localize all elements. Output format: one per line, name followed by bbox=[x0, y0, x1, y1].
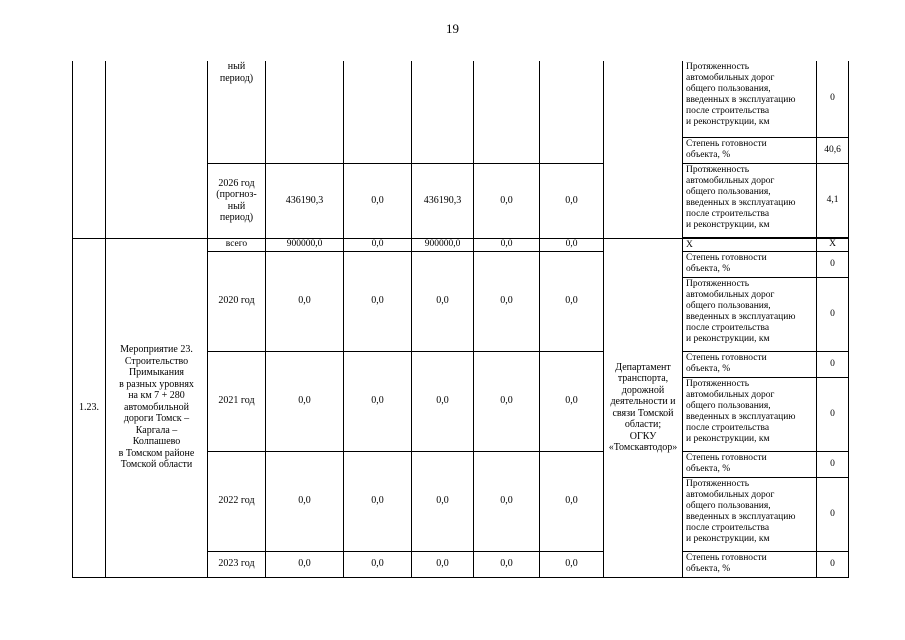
amount-cell: 0,0 bbox=[540, 551, 604, 577]
amount-cell: 436190,3 bbox=[412, 163, 474, 238]
amount-cell: 0,0 bbox=[540, 351, 604, 451]
amount-cell: 0,0 bbox=[266, 451, 344, 551]
value-cell: 0 bbox=[817, 351, 849, 377]
indicator-cell: Протяженность автомобильных дорог общего пользования, введенных в эксплуатацию после строительства и реконструкции, км bbox=[683, 61, 817, 137]
value-cell: 0 bbox=[817, 551, 849, 577]
indicator-cell: Протяженность автомобильных дорог общего пользования, введенных в эксплуатацию после строительства и реконструкции, км bbox=[683, 163, 817, 237]
amount-cell: 0,0 bbox=[412, 351, 474, 451]
cont-name-cell bbox=[106, 61, 208, 238]
amount-cell: 0,0 bbox=[474, 451, 540, 551]
table-row bbox=[73, 61, 849, 137]
amount-cell: 0,0 bbox=[412, 451, 474, 551]
amount-cell: 0,0 bbox=[540, 451, 604, 551]
measure-number: 1.23. bbox=[73, 238, 106, 577]
value-cell: 0 bbox=[817, 377, 849, 451]
measure-name: Мероприятие 23. Строительство Примыкания в разных уровнях на км 7 + 280 автомобильной дороги Томск – Каргала – Колпашево в Томском районе Томской области bbox=[106, 238, 208, 577]
amount-cell: 0,0 bbox=[540, 163, 604, 238]
value-cell: Х bbox=[817, 238, 849, 251]
executor-cell: Департамент транспорта, дорожной деятельности и связи Томской области; ОГКУ «Томскавтодор» bbox=[604, 238, 683, 577]
cont-executor-cell bbox=[604, 61, 683, 238]
amount-cell: 0,0 bbox=[344, 451, 412, 551]
amount-cell: 0,0 bbox=[344, 163, 412, 238]
amount-cell: 0,0 bbox=[266, 251, 344, 351]
indicator-cell: Степень готовности объекта, % bbox=[683, 351, 817, 377]
period-cell: ный период) bbox=[208, 61, 266, 163]
amount-cell: 0,0 bbox=[344, 251, 412, 351]
amount-cell: 0,0 bbox=[344, 351, 412, 451]
value-cell: 40,6 bbox=[817, 137, 849, 163]
period-cell: 2026 год (прогноз- ный период) bbox=[208, 163, 266, 238]
indicator-cell: Степень готовности объекта, % bbox=[683, 551, 817, 577]
amount-cell: 0,0 bbox=[266, 551, 344, 577]
indicator-cell: Степень готовности объекта, % bbox=[683, 251, 817, 277]
period-cell: 2023 год bbox=[208, 551, 266, 577]
amount-cell: 0,0 bbox=[344, 238, 412, 251]
period-cell: 2020 год bbox=[208, 251, 266, 351]
amount-cell: 0,0 bbox=[412, 551, 474, 577]
indicator-cell: Протяженность автомобильных дорог общего пользования, введенных в эксплуатацию после строительства и реконструкции, км bbox=[683, 277, 817, 351]
value-cell: 4,1 bbox=[817, 163, 849, 237]
amount-cell: 0,0 bbox=[540, 238, 604, 251]
period-cell: 2022 год bbox=[208, 451, 266, 551]
amount-cell: 0,0 bbox=[344, 551, 412, 577]
amount-cell: 0,0 bbox=[412, 251, 474, 351]
page-number: 19 bbox=[446, 21, 459, 36]
program-table bbox=[72, 61, 849, 578]
amount-cell: 0,0 bbox=[474, 163, 540, 238]
amount-cell: 900000,0 bbox=[412, 238, 474, 251]
table-row-total bbox=[73, 238, 849, 251]
value-cell: 0 bbox=[817, 61, 849, 137]
value-cell: 0 bbox=[817, 451, 849, 477]
indicator-cell: Протяженность автомобильных дорог общего пользования, введенных в эксплуатацию после строительства и реконструкции, км bbox=[683, 377, 817, 451]
value-cell: 0 bbox=[817, 277, 849, 351]
amount-cell: 0,0 bbox=[474, 351, 540, 451]
amount-cell: 0,0 bbox=[540, 251, 604, 351]
amount-cell: 0,0 bbox=[266, 351, 344, 451]
cont-num-cell bbox=[73, 61, 106, 238]
amount-cell: 0,0 bbox=[474, 251, 540, 351]
amount-cell: 0,0 bbox=[474, 551, 540, 577]
period-cell: 2021 год bbox=[208, 351, 266, 451]
indicator-cell: Степень готовности объекта, % bbox=[683, 137, 817, 163]
amount-cell: 436190,3 bbox=[266, 163, 344, 238]
value-cell: 0 bbox=[817, 477, 849, 551]
indicator-cell: Х bbox=[683, 238, 817, 251]
amount-cell: 900000,0 bbox=[266, 238, 344, 251]
amount-cell: 0,0 bbox=[474, 238, 540, 251]
indicator-cell: Степень готовности объекта, % bbox=[683, 451, 817, 477]
indicator-cell: Протяженность автомобильных дорог общего пользования, введенных в эксплуатацию после строительства и реконструкции, км bbox=[683, 477, 817, 551]
value-cell: 0 bbox=[817, 251, 849, 277]
period-cell: всего bbox=[208, 238, 266, 251]
